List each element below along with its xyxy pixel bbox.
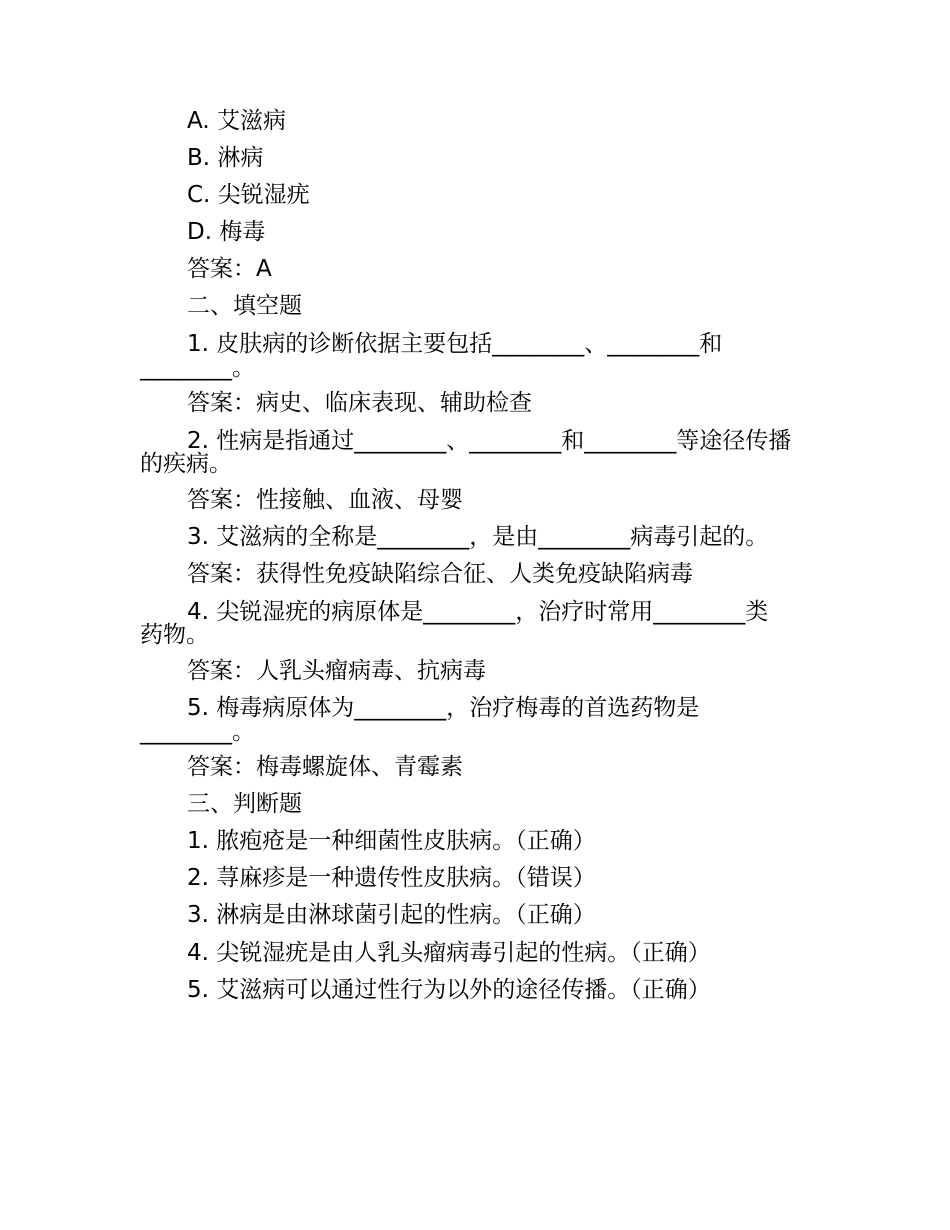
fill-question-2-line2: 的疾病。 (140, 451, 232, 477)
fill-question-4-line2: 药物。 (140, 622, 209, 648)
fill-answer-4: 答案：人乳头瘤病毒、抗病毒 (187, 658, 486, 684)
fill-answer-1: 答案：病史、临床表现、辅助检查 (187, 390, 532, 416)
fill-question-4-line1: 4. 尖锐湿疣的病原体是________，治疗时常用________类 (187, 599, 769, 625)
choice-answer: 答案：A (187, 256, 272, 282)
choice-option-a: A. 艾滋病 (187, 108, 286, 134)
fill-question-5-line2: ________。 (140, 719, 255, 745)
judge-item-5: 5. 艾滋病可以通过性行为以外的途径传播。（正确） (187, 977, 711, 1003)
fill-section-heading: 二、填空题 (187, 293, 302, 319)
fill-question-2-line1: 2. 性病是指通过________、________和________等途径传播 (187, 428, 792, 454)
choice-option-c: C. 尖锐湿疣 (187, 182, 310, 208)
fill-question-3: 3. 艾滋病的全称是________，是由________病毒引起的。 (187, 524, 769, 550)
judge-item-3: 3. 淋病是由淋球菌引起的性病。（正确） (187, 902, 596, 928)
fill-question-5-line1: 5. 梅毒病原体为________，治疗梅毒的首选药物是 (187, 695, 700, 721)
fill-answer-2: 答案：性接触、血液、母婴 (187, 487, 463, 513)
judge-section-heading: 三、判断题 (187, 791, 302, 817)
judge-item-2: 2. 荨麻疹是一种遗传性皮肤病。（错误） (187, 865, 596, 891)
choice-option-b: B. 淋病 (187, 145, 264, 171)
fill-question-1-line2: ________。 (140, 355, 255, 381)
fill-answer-3: 答案：获得性免疫缺陷综合征、人类免疫缺陷病毒 (187, 561, 693, 587)
judge-item-4: 4. 尖锐湿疣是由人乳头瘤病毒引起的性病。（正确） (187, 940, 711, 966)
fill-question-1-line1: 1. 皮肤病的诊断依据主要包括________、________和 (187, 331, 723, 357)
judge-item-1: 1. 脓疱疮是一种细菌性皮肤病。（正确） (187, 828, 596, 854)
fill-answer-5: 答案：梅毒螺旋体、青霉素 (187, 754, 463, 780)
choice-option-d: D. 梅毒 (187, 219, 266, 245)
